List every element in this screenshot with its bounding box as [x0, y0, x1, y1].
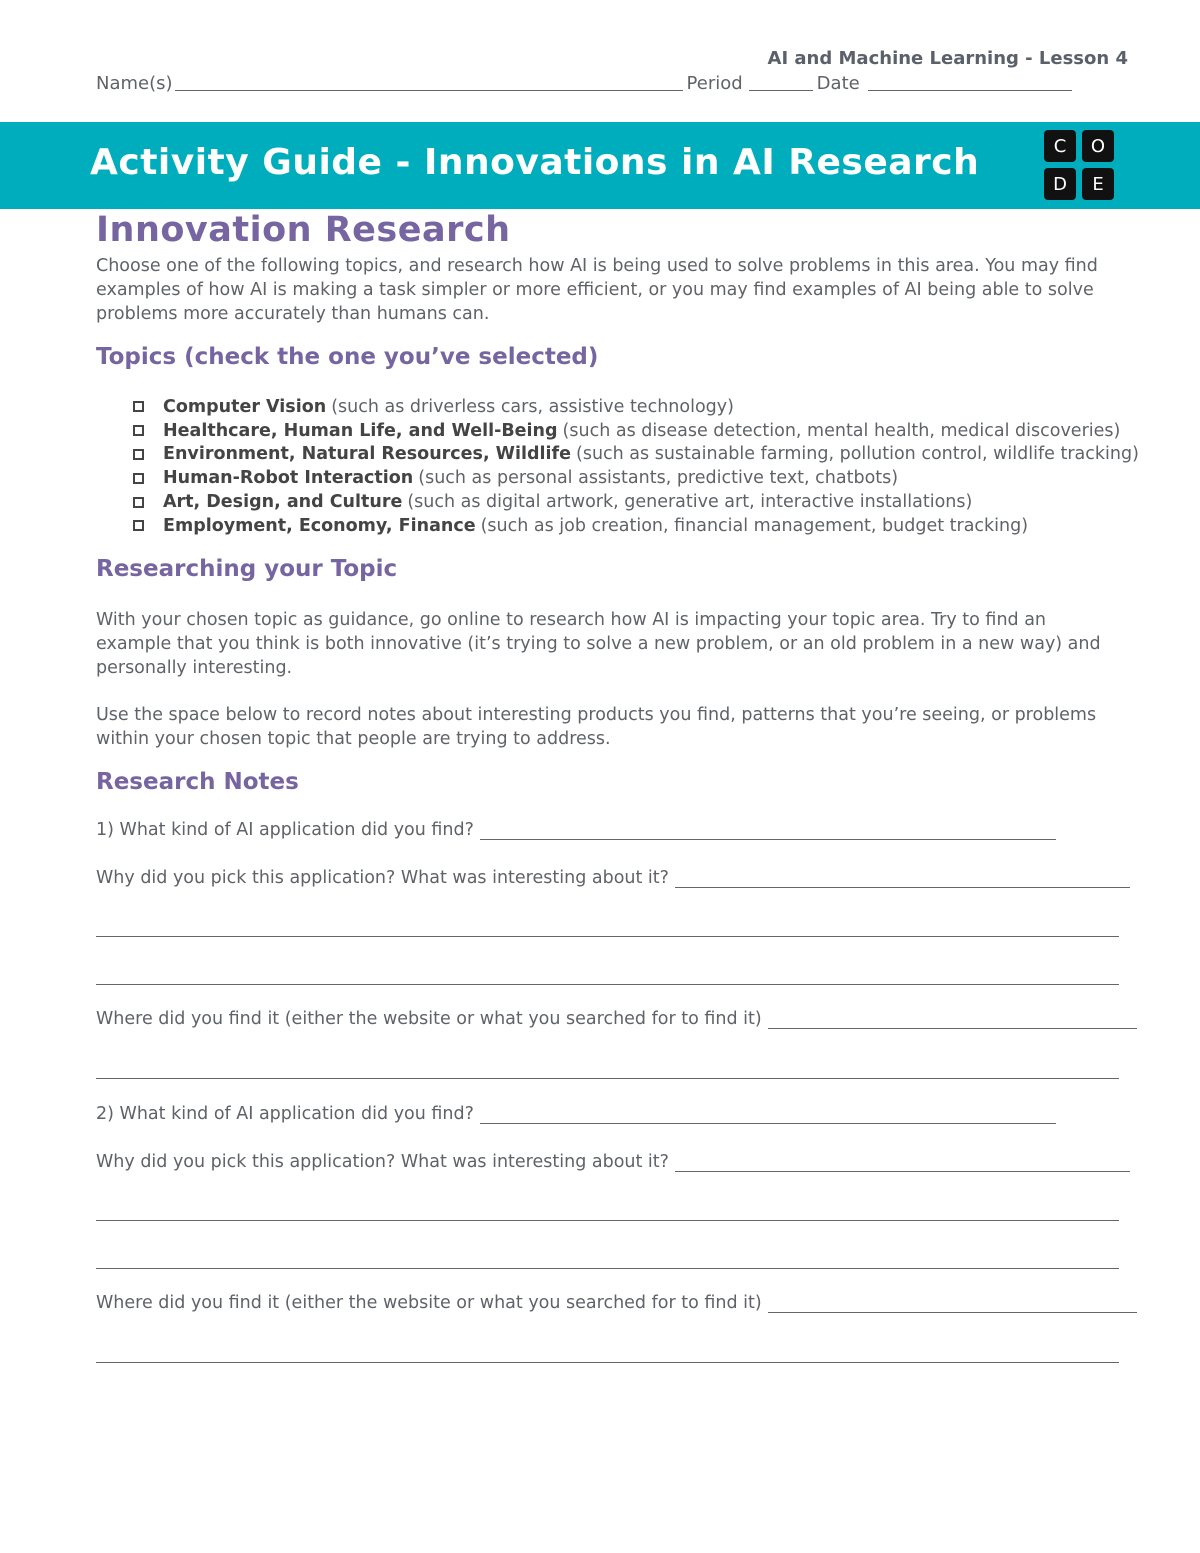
checkbox-icon[interactable] [133, 473, 144, 484]
intro-paragraph: Choose one of the following topics, and research how AI is being used to solve problems in this area. You may find examples of how AI is making a task simpler or more efficient, or you may find examples of AI being able to solve problems more accurately than humans can. [96, 256, 1098, 324]
lesson-label: AI and Machine Learning - Lesson 4 [767, 48, 1128, 69]
q2-why-field-line-2[interactable] [96, 1220, 1119, 1221]
checkbox-icon[interactable] [133, 401, 144, 412]
q2-why-field-line-3[interactable] [96, 1268, 1119, 1269]
q1-where-field-line-2[interactable] [96, 1078, 1119, 1079]
topic-name: Computer Vision [163, 396, 327, 417]
q1-why-label: Why did you pick this application? What was interesting about it? [96, 868, 669, 888]
period-field[interactable] [749, 70, 813, 91]
researching-paragraph-2: Use the space below to record notes about interesting products you find, patterns that you’re seeing, or problems within your chosen topic that people are trying to address. [96, 705, 1097, 749]
topic-name: Environment, Natural Resources, Wildlife [163, 444, 571, 465]
q2-kind-label: 2) What kind of AI application did you find? [96, 1104, 474, 1124]
q1-where-field[interactable] [768, 1010, 1137, 1029]
logo-letter-c: C [1044, 130, 1076, 162]
topic-detail: (such as digital artwork, generative art, interactive installations) [407, 492, 973, 513]
q2-where-line [96, 1293, 1137, 1313]
researching-paragraph-1: With your chosen topic as guidance, go online to research how AI is impacting your topic area. Try to find an example that you think is both innovative (it’s trying to solve a new problem, or an old problem in a new way) and personally interesting. [96, 610, 1101, 678]
q2-why-line [96, 1152, 1130, 1172]
student-info-line [96, 70, 1096, 94]
q1-kind-field[interactable] [480, 821, 1056, 840]
research-notes-heading: Research Notes [96, 769, 299, 795]
logo-letter-e: E [1082, 168, 1114, 200]
topic-item-employment[interactable] [133, 514, 1139, 538]
topic-detail: (such as sustainable farming, pollution control, wildlife tracking) [576, 444, 1139, 465]
q1-where-label: Where did you find it (either the website or what you searched for to find it) [96, 1009, 762, 1029]
q1-why-field[interactable] [675, 869, 1130, 888]
code-logo [1044, 130, 1116, 202]
q1-kind-line [96, 820, 1056, 840]
period-label: Period [686, 73, 743, 94]
page-title: Activity Guide - Innovations in AI Research [90, 142, 980, 183]
topic-name: Healthcare, Human Life, and Well-Being [163, 420, 558, 441]
q2-where-field-line-2[interactable] [96, 1362, 1119, 1363]
checkbox-icon[interactable] [133, 425, 144, 436]
q2-why-label: Why did you pick this application? What was interesting about it? [96, 1152, 669, 1172]
researching-heading: Researching your Topic [96, 556, 398, 582]
logo-letter-d: D [1044, 168, 1076, 200]
title-banner [0, 122, 1200, 209]
topic-item-human-robot[interactable] [133, 466, 1139, 490]
logo-letter-o: O [1082, 130, 1114, 162]
q1-why-line [96, 868, 1130, 888]
checkbox-icon[interactable] [133, 497, 144, 508]
topic-checklist [133, 395, 1139, 538]
q2-where-field[interactable] [768, 1294, 1137, 1313]
checkbox-icon[interactable] [133, 520, 144, 531]
topic-detail: (such as driverless cars, assistive technology) [331, 396, 734, 417]
topic-detail: (such as job creation, financial management, budget tracking) [480, 515, 1029, 536]
q1-why-field-line-3[interactable] [96, 984, 1119, 985]
topics-heading: Topics (check the one you’ve selected) [96, 344, 599, 370]
topic-detail: (such as personal assistants, predictive text, chatbots) [418, 468, 899, 489]
q2-why-field[interactable] [675, 1153, 1130, 1172]
section-title-innovation-research: Innovation Research [96, 210, 511, 250]
date-label: Date [816, 73, 860, 94]
topic-name: Art, Design, and Culture [163, 492, 403, 513]
q2-kind-field[interactable] [480, 1105, 1056, 1124]
q1-kind-label: 1) What kind of AI application did you find? [96, 820, 474, 840]
checkbox-icon[interactable] [133, 449, 144, 460]
q2-kind-line [96, 1104, 1056, 1124]
q2-where-label: Where did you find it (either the website or what you searched for to find it) [96, 1293, 762, 1313]
q1-where-line [96, 1009, 1137, 1029]
name-label: Name(s) [96, 73, 173, 94]
q1-why-field-line-2[interactable] [96, 936, 1119, 937]
topic-item-healthcare[interactable] [133, 419, 1139, 443]
topic-item-environment[interactable] [133, 443, 1139, 467]
topic-detail: (such as disease detection, mental health, medical discoveries) [562, 420, 1121, 441]
topic-name: Human-Robot Interaction [163, 468, 414, 489]
topic-name: Employment, Economy, Finance [163, 515, 476, 536]
topic-item-computer-vision[interactable] [133, 395, 1139, 419]
name-field[interactable] [175, 70, 683, 91]
topic-item-art-design[interactable] [133, 490, 1139, 514]
date-field[interactable] [868, 70, 1072, 91]
